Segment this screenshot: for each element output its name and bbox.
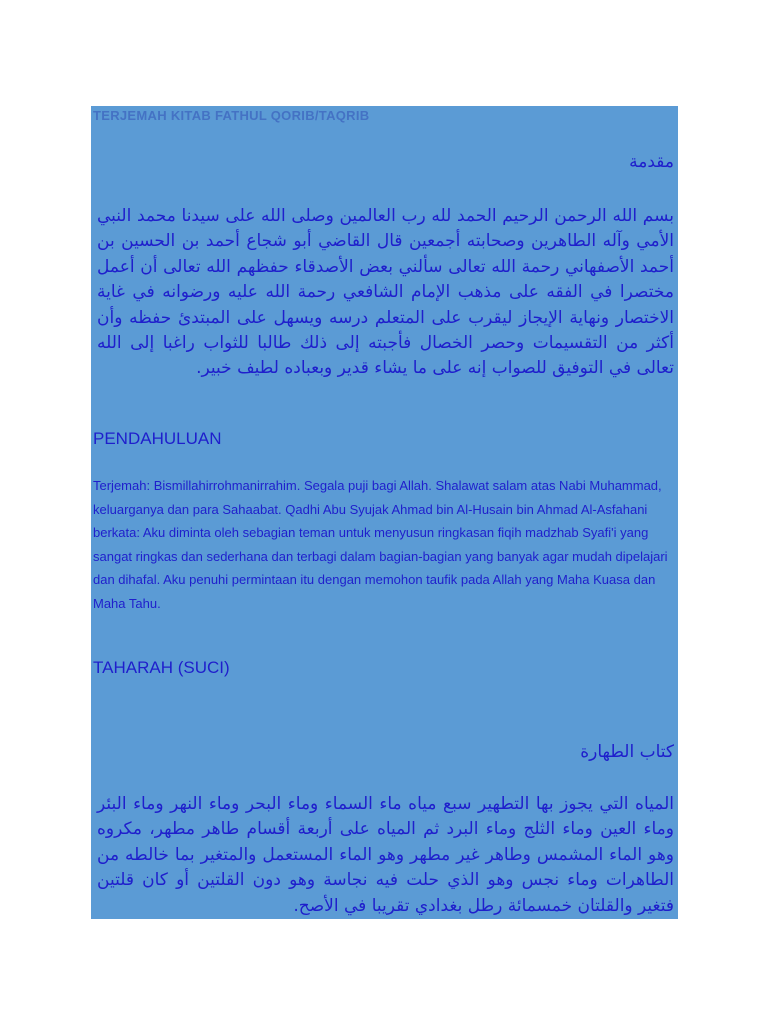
kitab-thaharah-heading: كتاب الطهارة (580, 742, 674, 762)
document-title: TERJEMAH KITAB FATHUL QORIB/TAQRIB (93, 108, 370, 123)
pendahuluan-heading: PENDAHULUAN (93, 429, 222, 448)
taharah-heading: TAHARAH (SUCI) (93, 658, 230, 677)
kitab-thaharah-paragraph: المياه التي يجوز بها التطهير سبع مياه ماء السماء وماء البحر وماء النهر وماء البئر وماء العين وماء الثلج وماء البرد ثم المياه على أربعة أقسام طاهر مطهر، مكروه وهو الماء المشمس وطاهر غير مطهر وهو الماء المستعمل والمتغير بما خالطه من الطاهرات وماء نجس وهو الذي حلت فيه نجاسة وهو دون القلتين أو كان قلتين فتغير والقلتان خمسمائة رطل بغدادي تقريبا في الأصح. (97, 794, 674, 916)
document-panel (91, 106, 678, 919)
pendahuluan-paragraph: Terjemah: Bismillahirrohmanirrahim. Segala puji bagi Allah. Shalawat salam atas Nabi Muhammad, keluarganya dan para Sahaabat. Qadhi Abu Syujak Ahmad bin Al-Husain bin Ahmad Al-Asfahani berkata: Aku diminta oleh sebagian teman untuk menyusun ringkasan fiqih madzhab Syafi'i yang sangat ringkas dan sederhana dan terbagi dalam bagian-bagian yang banyak agar mudah dipelajari dan dihafal. Aku penuhi permintaan itu dengan memohon taufik pada Allah yang Maha Kuasa dan Maha Tahu. (93, 478, 668, 611)
muqaddimah-heading: مقدمة (629, 152, 674, 172)
muqaddimah-paragraph: بسم الله الرحمن الرحيم الحمد لله رب العالمين وصلى الله على سيدنا محمد النبي الأمي وآله الطاهرين وصحابته أجمعين قال القاضي أبو شجاع أحمد بن الحسين بن أحمد الأصفهاني رحمة الله تعالى سألني بعض الأصدقاء حفظهم الله تعالى أن أعمل مختصرا في الفقه على مذهب الإمام الشافعي رحمة الله عليه ورضوانه في غاية الاختصار ونهاية الإيجاز ليقرب على المتعلم درسه ويسهل على المبتدئ حفظه وأن أكثر من التقسيمات وحصر الخصال فأجبته إلى ذلك طالبا للثواب راغبا إلى الله تعالى في التوفيق للصواب إنه على ما يشاء قدير وبعباده لطيف خبير. (97, 206, 674, 379)
